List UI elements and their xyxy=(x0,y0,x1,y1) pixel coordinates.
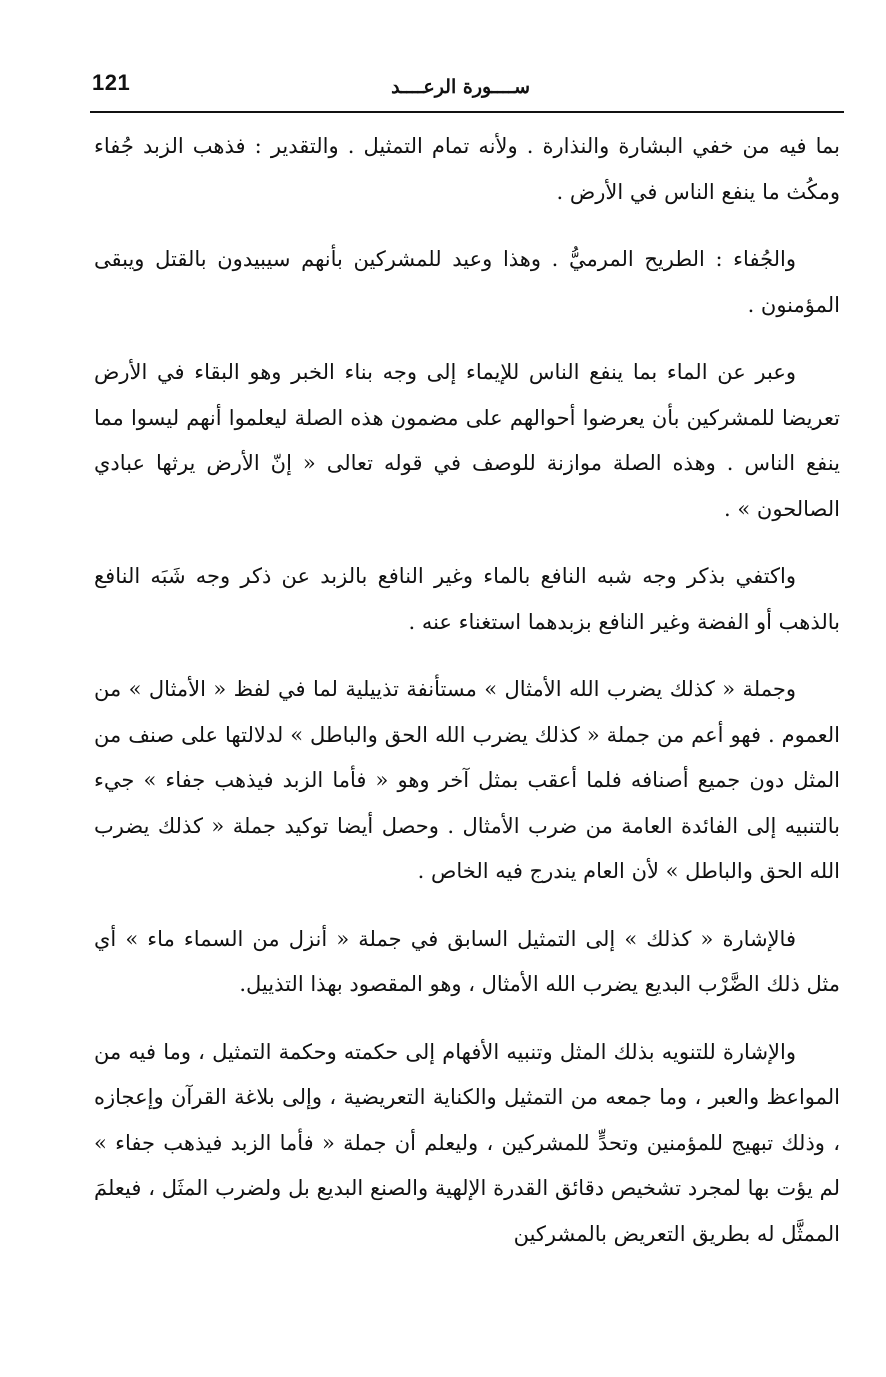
paragraph-6: فالإشارة « كذلك » إلى التمثيل السابق في جملة « أنزل من السماء ماء » أي مثل ذلك الضَّرْب البديع يضرب الله الأمثال ، وهو المقصود بهذا التذييل. xyxy=(94,926,840,996)
paragraph-3: وعبر عن الماء بما ينفع الناس للإيماء إلى وجه بناء الخبر وهو البقاء في الأرض تعريضا للمشركين بأن يعرضوا أحوالهم على مضمون هذه الصلة ليعلموا أنهم ليسوا مما ينفع الناس . وهذه الصلة موازنة للوصف في قوله تعالى « إنّ الأرض يرثها عبادي الصالحون » . xyxy=(94,360,840,521)
paragraph-1: بما فيه من خفي البشارة والنذارة . ولأنه تمام التمثيل . والتقدير : فذهب الزبد جُفاء ومكُث ما ينفع الناس في الأرض . xyxy=(94,134,840,204)
paragraph-2: والجُفاء : الطريح المرميُّ . وهذا وعيد للمشركين بأنهم سيبيدون بالقتل ويبقى المؤمنون . xyxy=(94,247,840,317)
paragraph-5: وجملة « كذلك يضرب الله الأمثال » مستأنفة تذييلية لما في لفظ « الأمثال » من العموم . فهو أعم من جملة « كذلك يضرب الله الحق والباطل » لدلالتها على صنف من المثل دون جميع أصنافه فلما أعقب بمثل آخر وهو « فأما الزبد فيذهب جفاء » جيء بالتنبيه إلى الفائدة العامة من ضرب الأمثال . وحصل أيضا توكيد جملة « كذلك يضرب الله الحق والباطل » لأن العام يندرج فيه الخاص . xyxy=(94,677,840,883)
page-number: 121 xyxy=(92,70,131,95)
body-text xyxy=(94,124,840,1279)
paragraph-7: والإشارة للتنويه بذلك المثل وتنبيه الأفهام إلى حكمته وحكمة التمثيل ، وما فيه من المواعظ والعبر ، وما جمعه من التمثيل والكناية التعريضية ، وإلى بلاغة القرآن وإعجازه ، وذلك تبهيج للمؤمنين وتحدٍّ للمشركين ، وليعلم أن جملة « فأما الزبد فيذهب جفاء » لم يؤت بها لمجرد تشخيص دقائق القدرة الإلهية والصنع البديع بل ولضرب المثَل ، فيعلمَ الممثَّل له بطريق التعريض بالمشركين xyxy=(94,1039,840,1246)
page-header xyxy=(92,70,840,110)
running-title: ســــورة الرعــــد xyxy=(391,76,530,98)
paragraph-4: واكتفي بذكر وجه شبه النافع بالماء وغير النافع بالزبد عن ذكر وجه شَبَه النافع بالذهب أو الفضة وغير النافع بزبدهما استغناء عنه . xyxy=(94,564,840,634)
header-rule xyxy=(90,111,844,113)
